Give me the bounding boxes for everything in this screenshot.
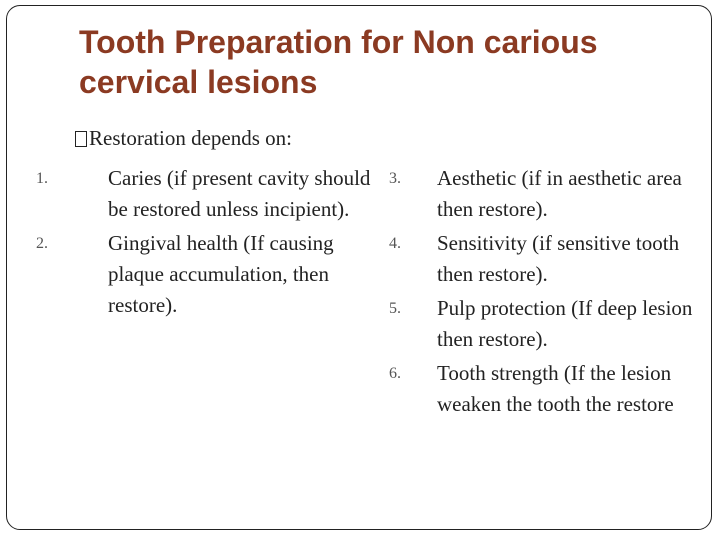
list-item (36, 228, 376, 321)
list-item-text: Caries (if present cavity should be restored unless incipient). (108, 166, 371, 221)
list-item-number: 1. (36, 170, 48, 187)
list-item (36, 163, 376, 225)
list-item (389, 293, 699, 355)
list-item (389, 163, 699, 225)
list-item-text: Pulp protection (If deep lesion then restore). (437, 296, 693, 351)
list-item-text: Tooth strength (If the lesion weaken the tooth the restore (437, 361, 674, 416)
list-item-number: 3. (389, 170, 401, 187)
intro-text: Restoration depends on: (89, 126, 292, 150)
slide-title: Tooth Preparation for Non carious cervical lesions (79, 24, 598, 100)
list-item-number: 4. (389, 235, 401, 252)
intro-line (75, 125, 292, 151)
list-item-text: Sensitivity (if sensitive tooth then restore). (437, 231, 680, 286)
list-item-text: Gingival health (If causing plaque accumulation, then restore). (108, 231, 334, 317)
missing-glyph-bullet-icon (75, 131, 87, 147)
list-item (389, 228, 699, 290)
list-item (389, 358, 699, 420)
list-item-number: 5. (389, 300, 401, 317)
list-item-number: 2. (36, 235, 48, 252)
list-item-number: 6. (389, 365, 401, 382)
right-list (389, 163, 699, 423)
left-list (36, 163, 376, 324)
list-item-text: Aesthetic (if in aesthetic area then restore). (437, 166, 682, 221)
